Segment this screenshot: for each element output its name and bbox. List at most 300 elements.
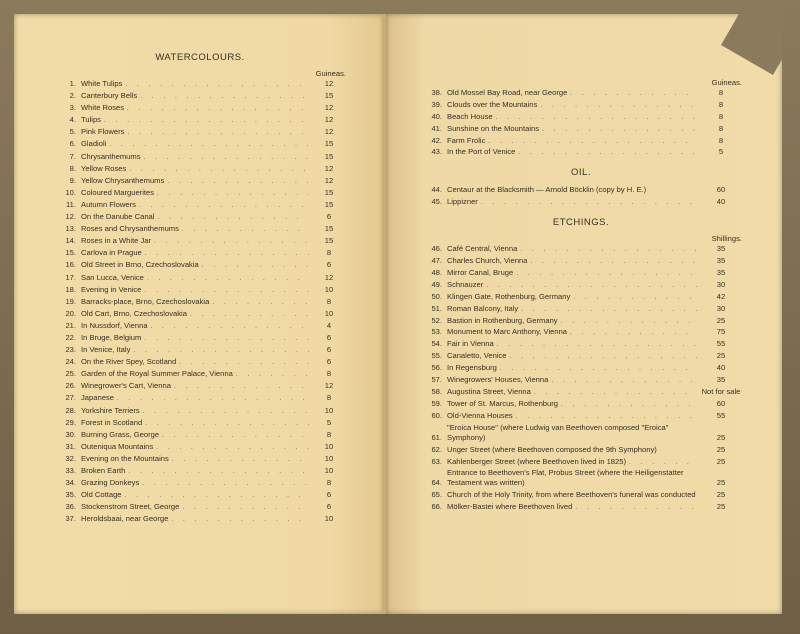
entry-title: Canaletto, Venice	[447, 351, 507, 361]
entry-title: Schnauzer	[447, 279, 484, 289]
entry-price: 12	[324, 103, 334, 113]
entry-number: 48.	[431, 268, 442, 278]
catalogue-right-page	[386, 14, 782, 614]
entry-title: On the Danube Canal	[81, 212, 155, 222]
catalogue-entry	[54, 259, 346, 271]
catalogue-left-page	[14, 14, 384, 614]
catalogue-entry	[54, 356, 346, 368]
catalogue-entry	[54, 453, 346, 465]
entry-number: 33.	[65, 466, 76, 475]
leader-dots	[573, 292, 697, 304]
leader-dots	[143, 406, 309, 418]
entry-title: In Regensburg	[447, 363, 497, 373]
entry-price: 15	[324, 151, 334, 161]
catalogue-entry	[54, 501, 346, 513]
catalogue-entry	[420, 362, 742, 374]
catalogue-entry	[54, 163, 346, 175]
entry-price: 25	[716, 432, 726, 442]
leader-dots	[236, 369, 309, 381]
entry-title: Canterbury Bells	[81, 91, 138, 101]
entry-number: 24.	[65, 357, 76, 367]
leader-dots	[629, 457, 697, 469]
catalogue-entry	[420, 123, 742, 135]
catalogue-entry	[54, 199, 346, 211]
entry-title: "Eroica House" (where Ludwig van Beethoven composed "Eroica" Symphony)	[447, 422, 669, 442]
watercolours-heading: WATERCOLOURS.	[155, 52, 245, 63]
catalogue-entry	[54, 513, 346, 525]
catalogue-entry	[420, 410, 742, 422]
catalogue-entry	[54, 211, 346, 223]
entry-number: 62.	[431, 444, 442, 454]
entry-number: 40.	[431, 111, 442, 121]
etchings-list	[420, 243, 742, 513]
watercolours-unit-label: Guineas.	[315, 69, 346, 78]
leader-dots	[171, 514, 309, 526]
catalogue-entry	[420, 374, 742, 386]
entry-title: Carlova in Prague	[81, 248, 142, 258]
entry-price: 8	[326, 369, 332, 379]
catalogue-entry	[420, 398, 742, 410]
entry-title: Clouds over the Mountains	[447, 99, 538, 109]
entry-price: 5	[718, 147, 724, 157]
entry-number: 10.	[65, 187, 76, 197]
entry-price: 8	[718, 88, 724, 97]
entry-price: 6	[326, 212, 332, 222]
entry-price: 60	[716, 185, 726, 195]
entry-title: Old Street in Brno, Czechoslovakia	[81, 260, 199, 270]
catalogue-entry	[54, 126, 346, 138]
entry-number: 16.	[65, 260, 76, 270]
entry-number: 53.	[431, 327, 442, 337]
catalogue-entry	[54, 344, 346, 356]
entry-title: Grazing Donkeys	[81, 478, 140, 488]
entry-number: 63.	[431, 456, 442, 466]
entry-number: 20.	[65, 308, 76, 318]
entry-number: 8.	[69, 163, 76, 173]
entry-number: 29.	[65, 417, 76, 427]
entry-price: 8	[326, 393, 332, 403]
entry-title: Café Central, Vienna	[447, 244, 518, 254]
etchings-heading: ETCHINGS.	[552, 217, 610, 229]
entry-number: 51.	[431, 303, 442, 313]
entry-title: Autumn Flowers	[81, 199, 136, 209]
entry-title: Old Cottage	[81, 490, 122, 500]
entry-title: Monument to Marc Anthony, Vienna	[447, 327, 568, 337]
entry-price: 8	[718, 99, 724, 109]
entry-price: 8	[326, 296, 332, 306]
entry-title: Centaur at the Blacksmith — Arnold Böcklin (copy by H. E.)	[447, 185, 647, 195]
catalogue-entry	[54, 417, 346, 429]
leader-dots	[561, 399, 697, 411]
entry-number: 23.	[65, 345, 76, 355]
entry-title: Forest in Scotland	[81, 417, 143, 427]
entry-number: 43.	[431, 147, 442, 157]
entry-title: Yorkshire Terriers	[81, 405, 140, 415]
leader-dots	[182, 224, 309, 236]
entry-price: 30	[716, 303, 726, 313]
right-page-content	[420, 78, 742, 513]
entry-price: 40	[716, 197, 726, 207]
catalogue-entry	[420, 326, 742, 338]
catalogue-entry	[54, 138, 346, 150]
entry-number: 19.	[65, 296, 76, 306]
leader-dots	[551, 375, 697, 387]
entry-price: 8	[326, 478, 332, 488]
entry-price: 12	[324, 272, 334, 282]
catalogue-entry	[420, 99, 742, 111]
catalogue-entry	[54, 489, 346, 501]
entry-number: 15.	[65, 248, 76, 258]
entry-number: 50.	[431, 291, 442, 301]
catalogue-entry	[54, 187, 346, 199]
catalogue-entry	[420, 184, 742, 196]
entry-title: Roses and Chrysanthemums	[81, 224, 179, 234]
leader-dots	[481, 197, 697, 209]
entry-title: Roman Balcony, Italy	[447, 303, 519, 313]
entry-price: 4	[326, 320, 332, 330]
entry-price: Not for sale	[701, 386, 741, 396]
entry-number: 1.	[69, 79, 76, 88]
leader-dots	[172, 454, 309, 466]
catalogue-entry	[54, 223, 346, 235]
entry-price: 15	[324, 236, 334, 246]
entry-number: 64.	[431, 478, 442, 488]
entry-price: 60	[716, 398, 726, 408]
entry-price: 35	[716, 268, 726, 278]
entry-title: Broken Earth	[81, 466, 126, 475]
entry-price: 12	[324, 175, 334, 185]
entry-price: 55	[716, 339, 726, 349]
entry-number: 25.	[65, 369, 76, 379]
entry-number: 31.	[65, 441, 76, 451]
leader-dots	[497, 339, 697, 351]
entry-number: 30.	[65, 429, 76, 439]
entry-price: 6	[326, 502, 332, 512]
entry-price: 10	[324, 453, 334, 463]
entry-number: 66.	[431, 502, 442, 512]
watercolours-cont-list	[420, 87, 742, 158]
entry-number: 18.	[65, 284, 76, 294]
leader-dots	[125, 79, 309, 91]
entry-number: 42.	[431, 135, 442, 145]
entry-title: Old Mossel Bay Road, near George	[447, 88, 568, 97]
leader-dots	[104, 115, 309, 127]
entry-price: 10	[324, 308, 334, 318]
entry-number: 36.	[65, 502, 76, 512]
leader-dots	[139, 200, 309, 212]
entry-title: Sunshine on the Mountains	[447, 123, 540, 133]
catalogue-entry	[54, 284, 346, 296]
entry-title: Unger Street (where Beethoven composed the 9th Symphony)	[447, 444, 657, 454]
catalogue-entry	[54, 247, 346, 259]
catalogue-entry	[54, 151, 346, 163]
entry-price: 42	[716, 291, 726, 301]
entry-title: White Roses	[81, 103, 125, 113]
entry-title: Evening on the Mountains	[81, 453, 169, 463]
entry-price: 10	[324, 284, 334, 294]
entry-number: 7.	[69, 151, 76, 161]
entry-price: 6	[326, 260, 332, 270]
leader-dots	[488, 136, 697, 148]
entry-number: 32.	[65, 453, 76, 463]
catalogue-entry	[54, 332, 346, 344]
entry-number: 47.	[431, 256, 442, 266]
entry-title: Church of the Holy Trinity, from where Beethoven's funeral was conducted	[447, 490, 696, 500]
catalogue-entry	[420, 303, 742, 315]
entry-number: 52.	[431, 315, 442, 325]
entry-title: Tower of St. Marcus, Rothenburg	[447, 398, 559, 408]
leader-dots	[534, 387, 697, 399]
leader-dots	[516, 411, 697, 423]
leader-dots	[144, 152, 309, 164]
catalogue-entry	[54, 441, 346, 453]
entry-number: 22.	[65, 332, 76, 342]
leader-dots	[154, 236, 309, 248]
entry-price: 10	[324, 405, 334, 415]
leader-dots	[145, 418, 309, 430]
leader-dots	[127, 103, 309, 115]
entry-number: 49.	[431, 279, 442, 289]
entry-number: 5.	[69, 127, 76, 137]
catalogue-entry	[420, 501, 742, 513]
leader-dots	[144, 333, 309, 345]
entry-title: Tulips	[81, 115, 101, 125]
entry-number: 60.	[431, 410, 442, 420]
leader-dots	[140, 91, 309, 103]
entry-title: Garden of the Royal Summer Palace, Vienna	[81, 369, 233, 379]
entry-title: Old Cart, Brno, Czechoslovakia	[81, 308, 187, 318]
entry-number: 34.	[65, 478, 76, 488]
entry-price: 8	[326, 248, 332, 258]
entry-price: 15	[324, 187, 334, 197]
leader-dots	[520, 244, 697, 256]
entry-number: 61.	[431, 432, 442, 442]
catalogue-entry	[420, 279, 742, 291]
entry-number: 2.	[69, 91, 76, 101]
entry-price: 8	[326, 429, 332, 439]
catalogue-entry	[54, 320, 346, 332]
entry-price: 15	[324, 199, 334, 209]
entry-price: 6	[326, 345, 332, 355]
leader-dots	[174, 381, 309, 393]
leader-dots	[117, 393, 309, 405]
entry-price: 12	[324, 127, 334, 137]
leader-dots	[212, 297, 309, 309]
entry-number: 59.	[431, 398, 442, 408]
entry-title: Lippizner	[447, 197, 478, 207]
catalogue-entry	[420, 444, 742, 456]
catalogue-entry	[54, 235, 346, 247]
catalogue-entry	[54, 429, 346, 441]
entry-title: Beach House	[447, 111, 493, 121]
entry-price: 8	[718, 135, 724, 145]
entry-price: 75	[716, 327, 726, 337]
entry-title: In Venice, Italy	[81, 345, 131, 355]
entry-price: 5	[326, 417, 332, 427]
entry-title: Barracks-place, Brno, Czechoslovakia	[81, 296, 210, 306]
catalogue-entry	[54, 308, 346, 320]
entry-title: Japanese	[81, 393, 114, 403]
catalogue-entry	[54, 296, 346, 308]
leader-dots	[151, 321, 309, 333]
entry-number: 37.	[65, 514, 76, 524]
leader-dots	[128, 466, 309, 478]
entry-number: 28.	[65, 405, 76, 415]
catalogue-entry	[420, 338, 742, 350]
catalogue-entry	[54, 114, 346, 126]
entry-number: 9.	[69, 175, 76, 185]
entry-price: 35	[716, 244, 726, 254]
catalogue-entry	[54, 380, 346, 392]
entry-title: In Bruge, Belgium	[81, 332, 142, 342]
entry-number: 26.	[65, 381, 76, 391]
entry-title: Kahlenberger Street (where Beethoven lived in 1825)	[447, 456, 626, 466]
entry-title: Old-Vienna Houses	[447, 410, 513, 420]
entry-price: 25	[716, 351, 726, 361]
entry-title: Farm Frolic	[447, 135, 486, 145]
entry-title: Klingen Gate, Rothenburg, Germany	[447, 291, 571, 301]
entry-number: 21.	[65, 320, 76, 330]
entry-price: 10	[324, 466, 334, 475]
catalogue-entry	[420, 135, 742, 147]
entry-title: In Nussdorf, Vienna	[81, 320, 148, 330]
entry-title: Coloured Marguerites	[81, 187, 155, 197]
entry-price: 6	[326, 357, 332, 367]
leader-dots	[127, 127, 309, 139]
entry-price: 6	[326, 332, 332, 342]
watercolours-list	[54, 78, 346, 525]
entry-number: 45.	[431, 197, 442, 207]
leader-dots	[202, 260, 309, 272]
entry-number: 27.	[65, 393, 76, 403]
entry-title: Mirror Canal, Bruge	[447, 268, 514, 278]
catalogue-entry	[54, 405, 346, 417]
watercolours-cont-unit-label: Guineas.	[711, 78, 742, 87]
entry-number: 46.	[431, 244, 442, 254]
catalogue-entry	[54, 78, 346, 90]
catalogue-entry	[420, 87, 742, 99]
entry-number: 44.	[431, 185, 442, 195]
entry-price: 15	[324, 224, 334, 234]
entry-number: 55.	[431, 351, 442, 361]
catalogue-entry	[420, 243, 742, 255]
folded-corner	[721, 14, 782, 75]
entry-title: White Tulips	[81, 79, 123, 88]
catalogue-entry	[420, 146, 742, 158]
leader-dots	[561, 316, 697, 328]
leader-dots	[516, 268, 697, 280]
entry-title: Evening in Venice	[81, 284, 142, 294]
entry-price: 25	[716, 315, 726, 325]
entry-title: Mölker-Bastei where Beethoven lived	[447, 502, 573, 512]
catalogue-entry	[420, 456, 742, 468]
entry-number: 14.	[65, 236, 76, 246]
entry-price: 15	[324, 139, 334, 149]
oil-heading: OIL.	[571, 167, 591, 179]
catalogue-entry	[54, 272, 346, 284]
leader-dots	[182, 502, 309, 514]
entry-price: 12	[324, 115, 334, 125]
entry-title: In the Port of Venice	[447, 147, 516, 157]
entry-title: Outeniqua Mountains	[81, 441, 154, 451]
leader-dots	[157, 188, 309, 200]
entry-title: Burning Grass, George	[81, 429, 160, 439]
entry-number: 58.	[431, 386, 442, 396]
entry-number: 13.	[65, 224, 76, 234]
entry-number: 57.	[431, 375, 442, 385]
catalogue-entry	[420, 315, 742, 327]
entry-title: Winegrower's Cart, Vienna	[81, 381, 171, 391]
entry-number: 65.	[431, 490, 442, 500]
entry-price: 10	[324, 514, 334, 524]
entry-number: 38.	[431, 88, 442, 97]
leader-dots	[142, 478, 309, 490]
catalogue-entry	[420, 422, 742, 444]
catalogue-entry	[420, 386, 742, 398]
entry-number: 3.	[69, 103, 76, 113]
entry-title: Pink Flowers	[81, 127, 125, 137]
entry-price: 30	[716, 279, 726, 289]
entry-price: 6	[326, 490, 332, 500]
leader-dots	[162, 430, 309, 442]
entry-price: 35	[716, 375, 726, 385]
leader-dots	[156, 442, 309, 454]
entry-number: 41.	[431, 123, 442, 133]
entry-title: Entrance to Beethoven's Flat, Probus Street (where the Heiligenstatter Testament was written)	[447, 468, 684, 488]
entry-title: Stockenstrom Street, George	[81, 502, 180, 512]
leader-dots	[510, 351, 697, 363]
entry-price: 12	[324, 163, 334, 173]
entry-title: San Lucca, Venice	[81, 272, 144, 282]
entry-title: Roses in a White Jar	[81, 236, 152, 246]
catalogue-entry	[420, 350, 742, 362]
leader-dots	[530, 256, 697, 268]
watercolours-section	[54, 52, 346, 525]
entry-price: 40	[716, 363, 726, 373]
entry-title: Bastion in Rothenburg, Germany	[447, 315, 558, 325]
entry-title: Charles Church, Vienna	[447, 256, 528, 266]
entry-price: 25	[716, 444, 726, 454]
entry-price: 55	[716, 410, 726, 420]
catalogue-entry	[420, 267, 742, 279]
leader-dots	[570, 88, 697, 100]
entry-title: Fair in Vienna	[447, 339, 494, 349]
entry-price: 35	[716, 256, 726, 266]
catalogue-entry	[420, 111, 742, 123]
entry-title: On the River Spey, Scotland	[81, 357, 177, 367]
leader-dots	[518, 147, 697, 159]
entry-number: 35.	[65, 490, 76, 500]
entry-number: 54.	[431, 339, 442, 349]
entry-title: Winegrowers' Houses, Vienna	[447, 375, 549, 385]
leader-dots	[542, 124, 697, 136]
entry-number: 17.	[65, 272, 76, 282]
entry-number: 56.	[431, 363, 442, 373]
catalogue-entry	[420, 196, 742, 208]
catalogue-entry	[420, 291, 742, 303]
entry-title: Yellow Roses	[81, 163, 127, 173]
leader-dots	[157, 212, 309, 224]
entry-title: Gladioli	[81, 139, 107, 149]
entry-number: 11.	[66, 199, 76, 209]
leader-dots	[167, 176, 309, 188]
entry-price: 8	[718, 123, 724, 133]
entry-price: 25	[716, 456, 726, 466]
leader-dots	[190, 309, 309, 321]
oil-list	[420, 184, 742, 208]
entry-title: Heroldsbaai, near George	[81, 514, 169, 524]
catalogue-entry	[420, 489, 742, 501]
